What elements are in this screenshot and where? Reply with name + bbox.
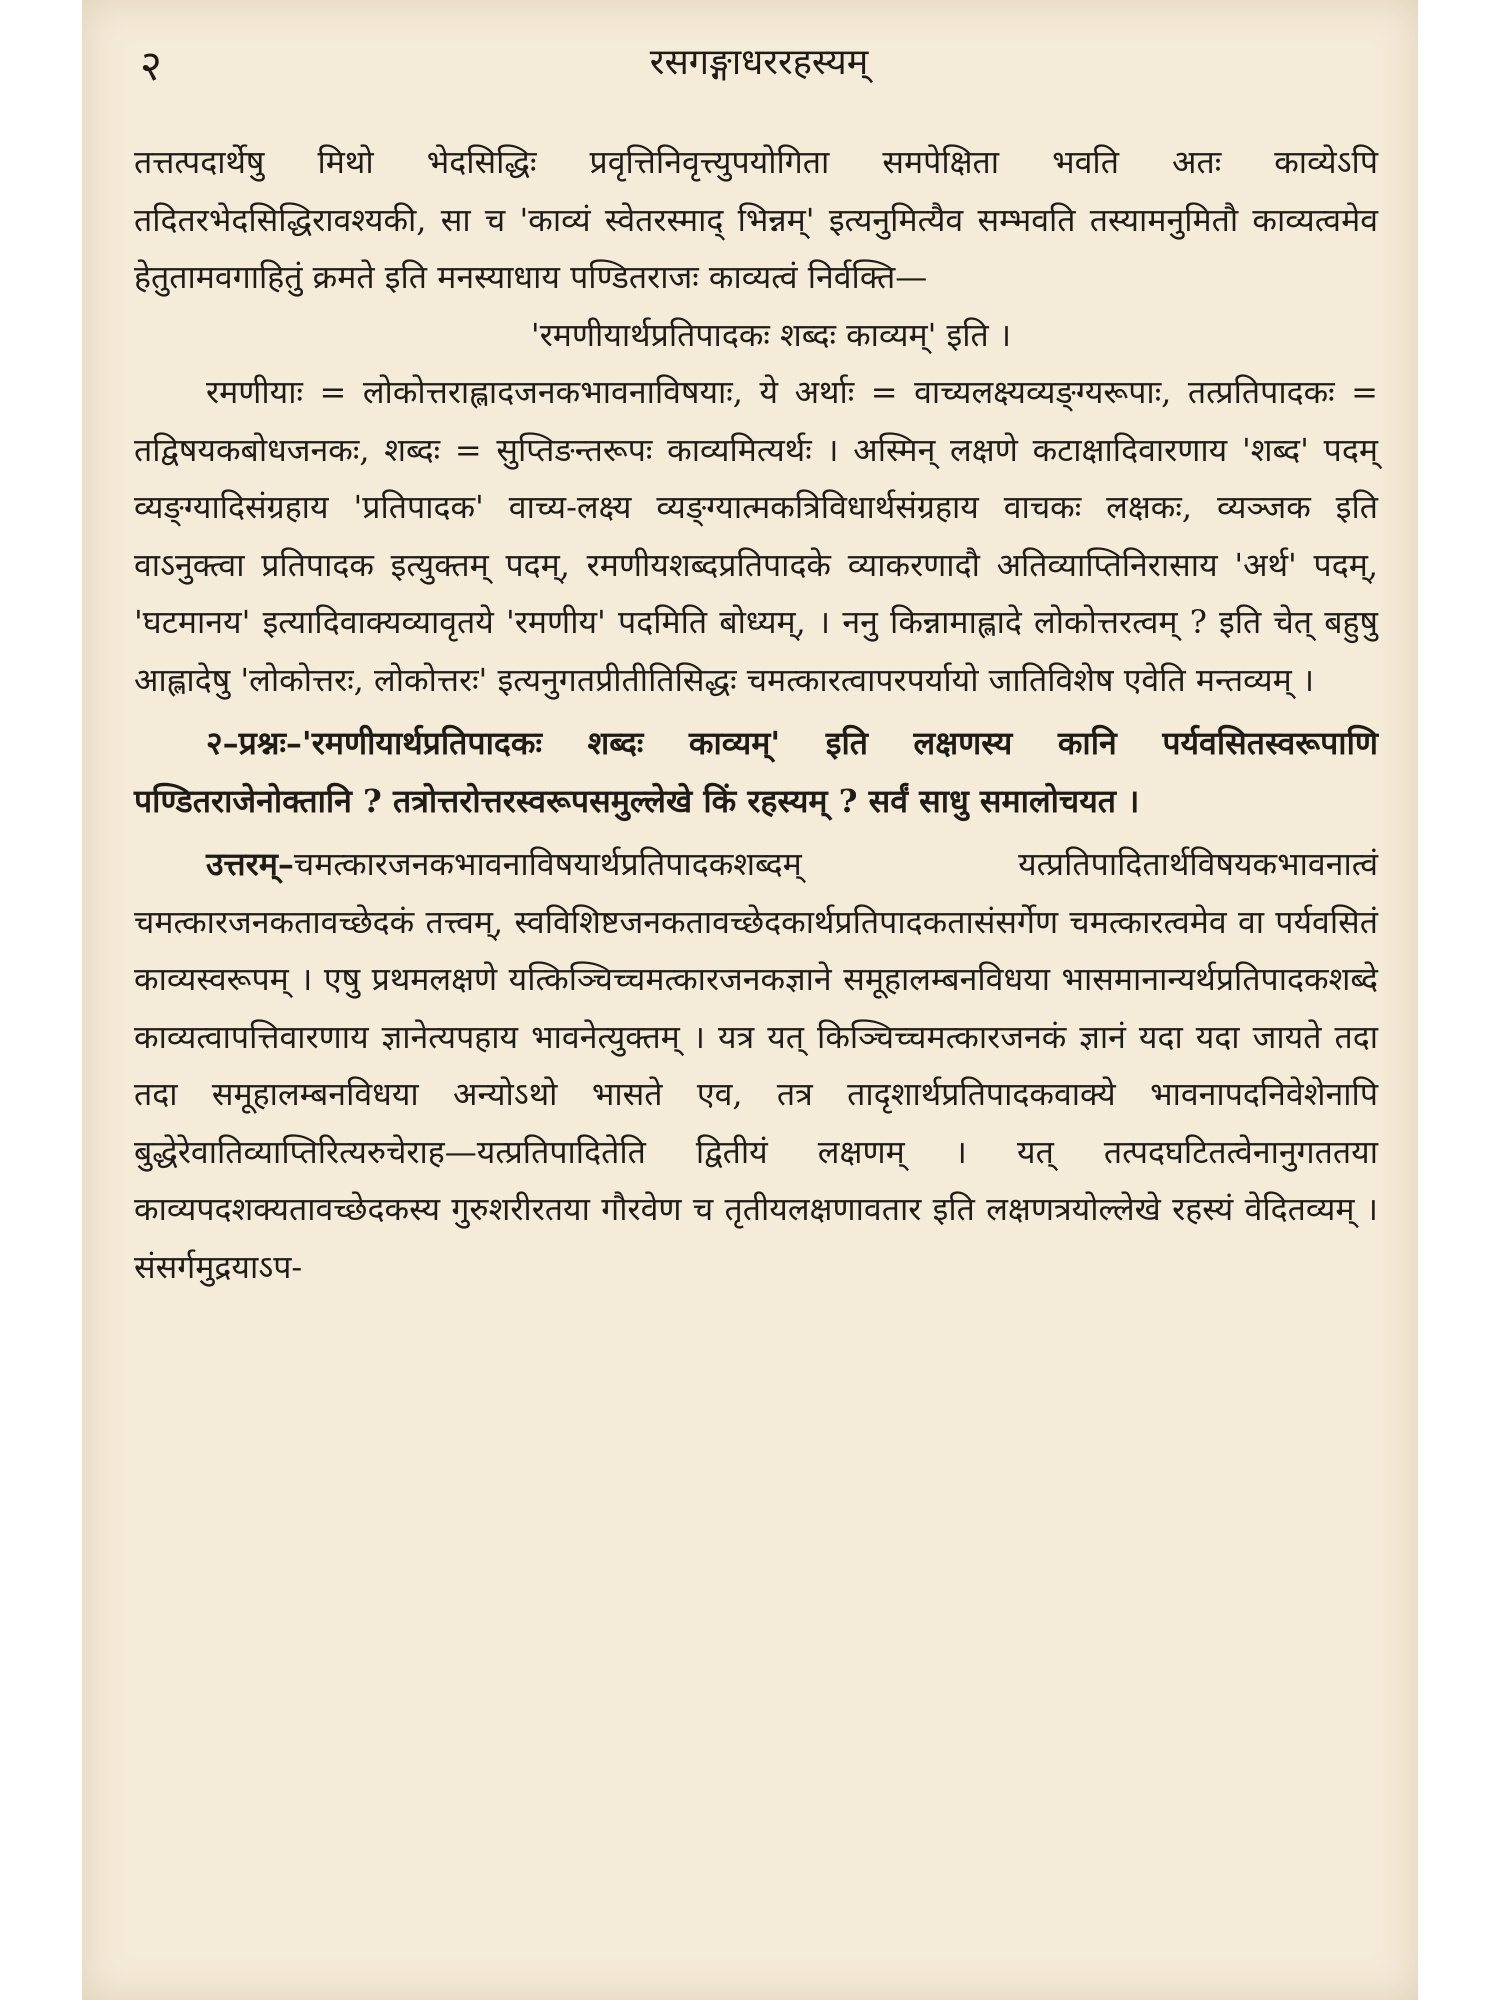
explanation-paragraph: रमणीयाः = लोकोत्तराह्लादजनकभावनाविषयाः, ये अर्थाः = वाच्यलक्ष्यव्यङ्ग्यरूपाः, तत्प्रतिपादकः = तद्विषयकबोधजनकः, शब्दः = सुप्तिङन्तरूपः काव्यमित्यर्थः । अस्मिन् लक्षणे कटाक्षादिवारणाय 'शब्द' पदम् व्यङ्ग्यादिसंग्रहाय 'प्रतिपादक' वाच्य-लक्ष्य व्यङ्ग्यात्मकत्रिविधार्थसंग्रहाय वाचकः लक्षकः, व्यञ्जक इति वाऽनुक्त्वा प्रतिपादक इत्युक्तम् पदम्, रमणीयशब्दप्रतिपादके व्याकरणादौ अतिव्याप्तिनिरासाय 'अर्थ' पदम्, 'घटमानय' इत्यादिवाक्यव्यावृतये 'रमणीय' पदमिति बोध्यम्, । ननु किन्नामाह्लादे लोकोत्तरत्वम् ? इति चेत् बहुषु आह्लादेषु 'लोकोत्तरः, लोकोत्तरः' इत्यनुगतप्रीतीतिसिद्धः चमत्कारत्वापरपर्यायो जातिविशेष एवेति मन्तव्यम् । [134, 373, 1378, 699]
book-page [82, 0, 1418, 2000]
page-number: २ [140, 41, 162, 90]
page-header [140, 28, 1378, 98]
definition-line: 'रमणीयार्थप्रतिपादकः शब्दः काव्यम्' इति । [530, 315, 1012, 354]
page-body [134, 134, 1378, 1296]
answer-text: चमत्कारजनकभावनाविषयार्थप्रतिपादकशब्दम् यत्प्रतिपादितार्थविषयकभावनात्वं चमत्कारजनकतावच्छेदकं तत्त्वम्, स्वविशिष्टजनकतावच्छेदकार्थप्रतिपादकतासंसर्गेण चमत्कारत्वमेव वा पर्यवसितं काव्यस्वरूपम् । एषु प्रथमलक्षणे यत्किञ्चिच्चमत्कारजनकज्ञाने समूहालम्बनविधया भासमानान्यर्थप्रतिपादकशब्दे काव्यत्वापत्तिवारणाय ज्ञानेत्यपहाय भावनेत्युक्तम् । यत्र यत् किञ्चिच्चमत्कारजनकं ज्ञानं यदा यदा जायते तदा तदा समूहालम्बनविधया अन्योऽथो भासते एव, तत्र तादृशार्थप्रतिपादकवाक्ये भावनापदनिवेशेनापि बुद्धेरेवातिव्याप्तिरित्यरुचेराह—यत्प्रतिपादितेति द्वितीयं लक्षणम् । यत् तत्पदघटितत्वेनानुगततया काव्यपदशक्यतावच्छेदकस्य गुरुशरीरतया गौरवेण च तृतीयलक्षणावतार इति लक्षणत्रयोल्लेखे रहस्यं वेदितव्यम् । संसर्गमुद्रयाऽप- [134, 845, 1378, 1286]
intro-paragraph: तत्तत्पदार्थेषु मिथो भेदसिद्धिः प्रवृत्तिनिवृत्त्युपयोगिता समपेक्षिता भवति अतः काव्येऽपि तदितरभेदसिद्धिरावश्यकी, सा च 'काव्यं स्वेतरस्माद् भिन्नम्' इत्यनुमित्यैव सम्भवति तस्यामनुमितौ काव्यत्वमेव हेतुतामवगाहितुं क्रमते इति मनस्याधाय पण्डितराजः काव्यत्वं निर्वक्ति— [134, 143, 1378, 296]
answer-label: उत्तरम्– [206, 845, 294, 883]
answer-paragraph [134, 836, 1378, 1296]
question-paragraph: २–प्रश्नः–'रमणीयार्थप्रतिपादकः शब्दः काव्यम्' इति लक्षणस्य कानि पर्यवसितस्वरूपाणि पण्डितराजेनोक्तानि ? तत्रोत्तरोत्तरस्वरूपसमुल्लेखे किं रहस्यम् ? सर्वं साधु समालोचयत । [134, 724, 1378, 820]
running-title: रसगङ्गाधररहस्यम् [649, 42, 869, 83]
